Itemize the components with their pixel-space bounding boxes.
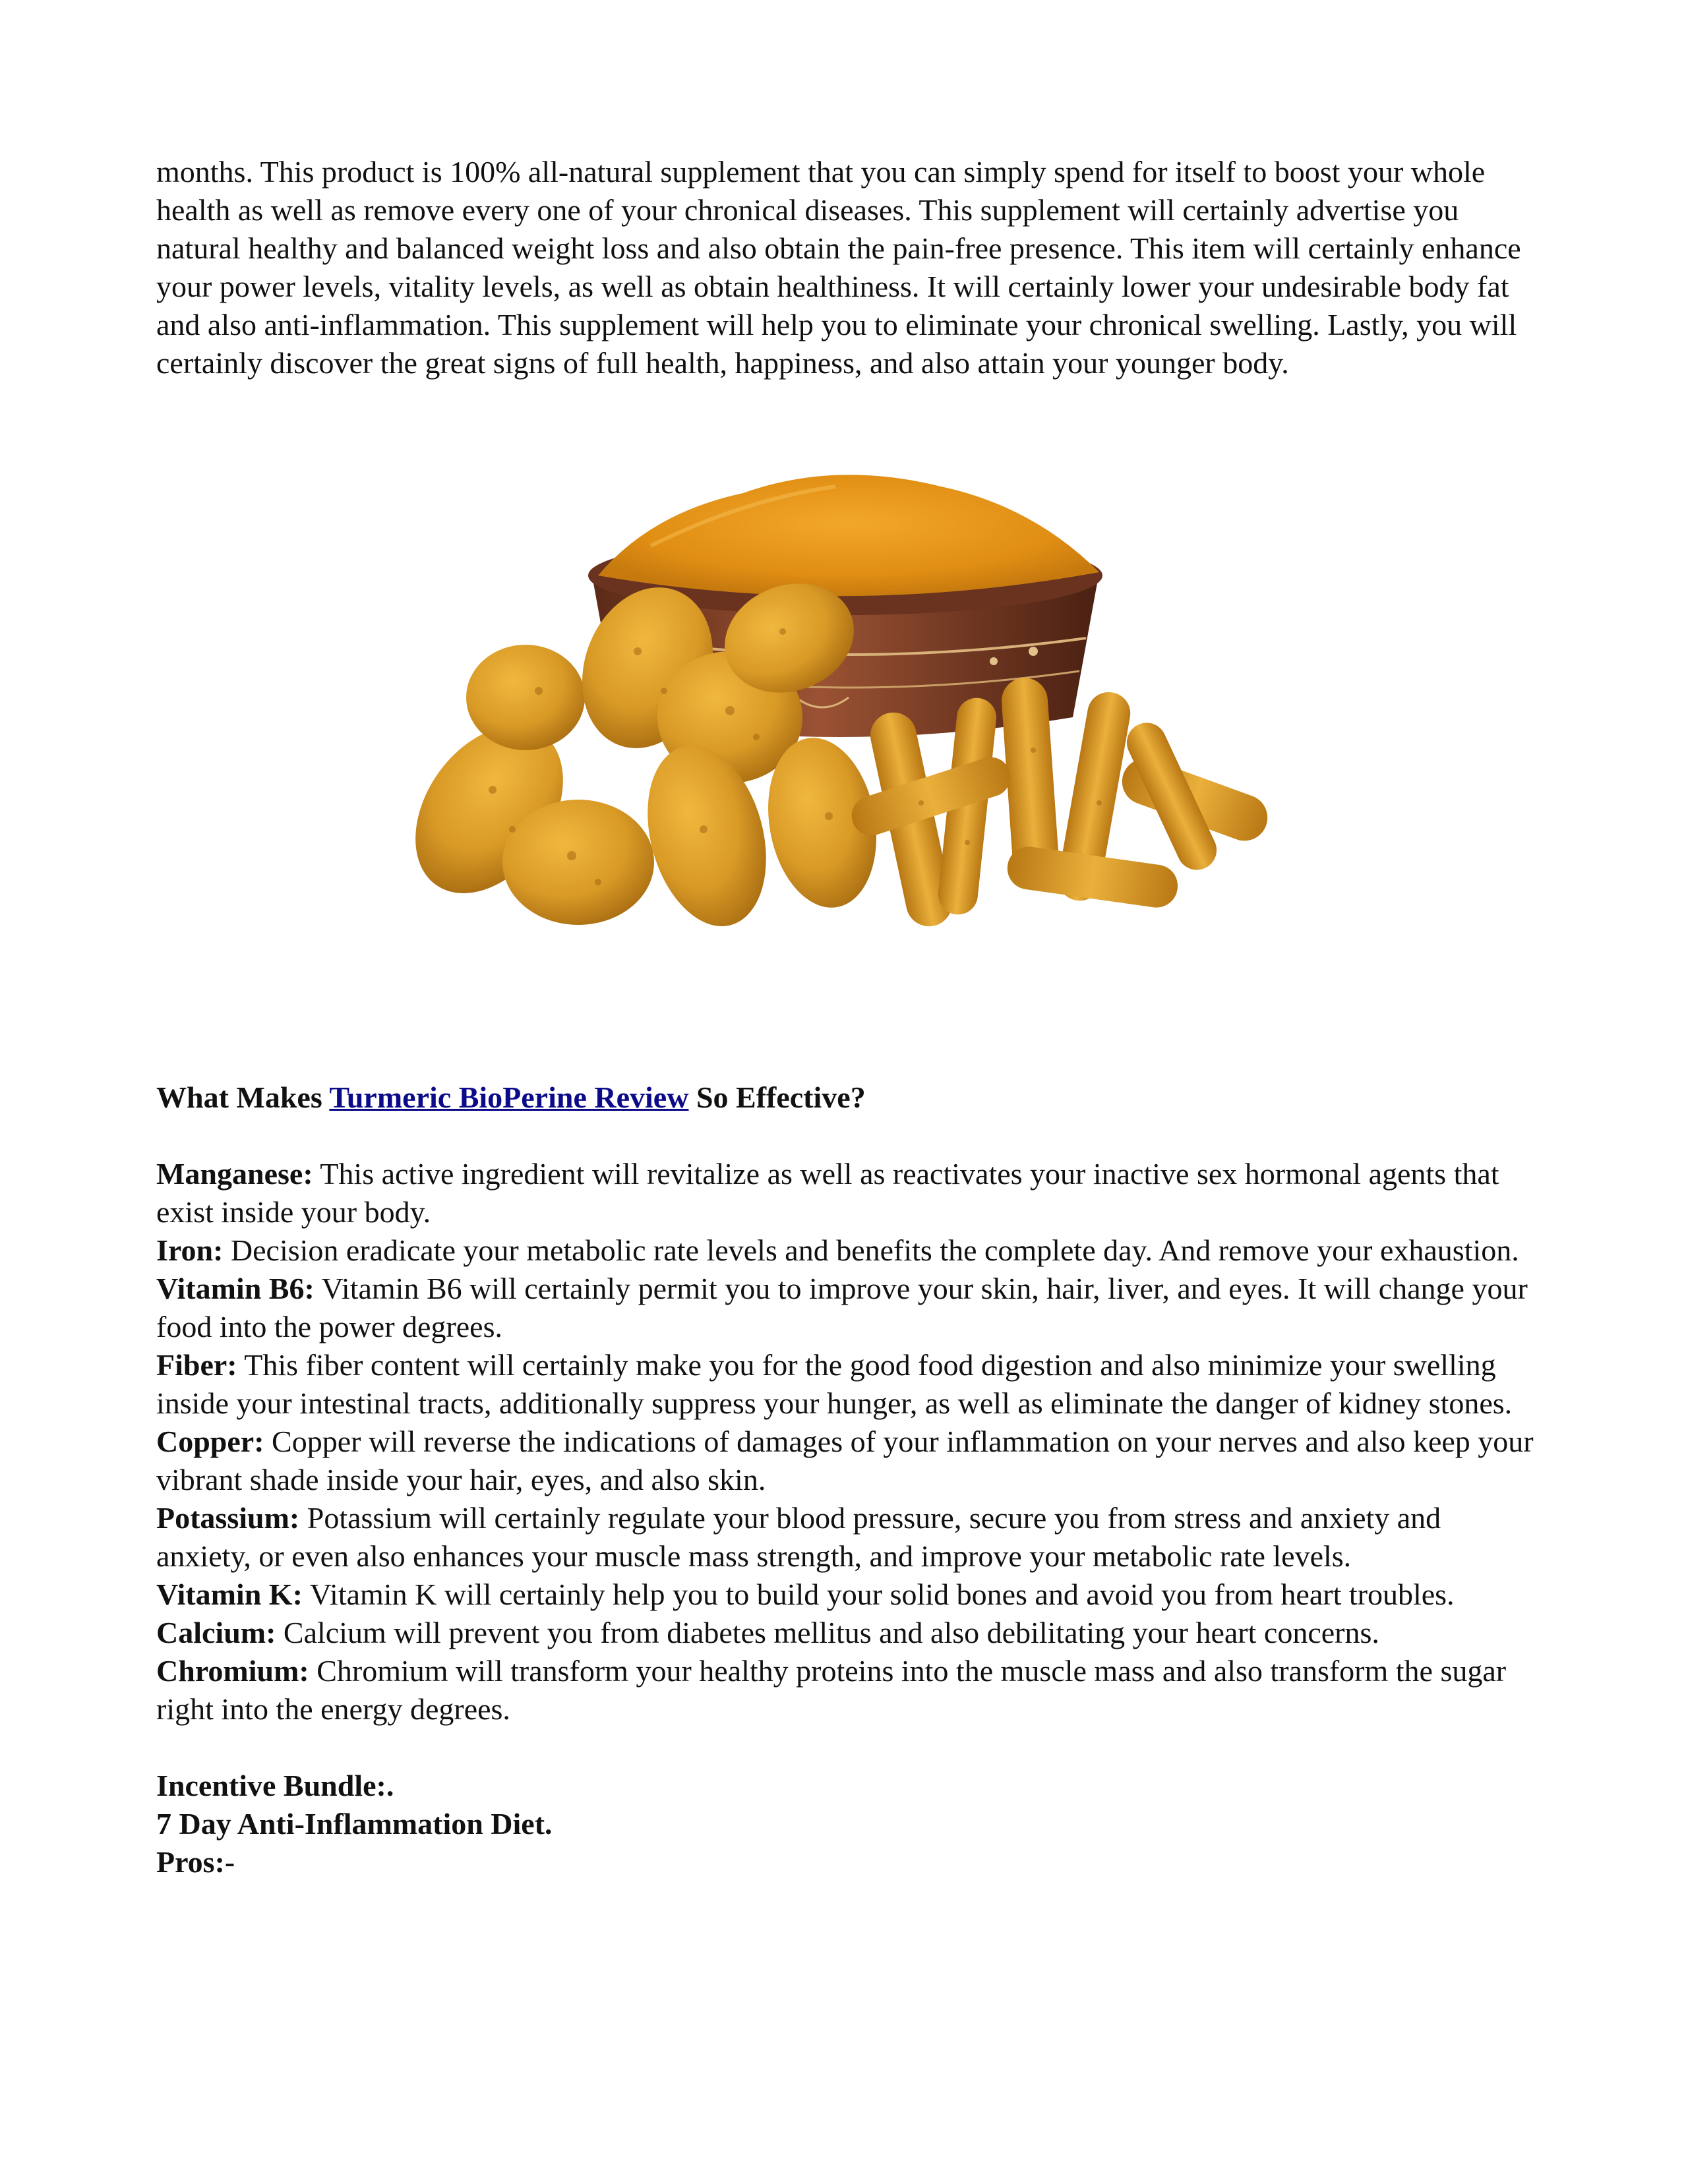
ingredients-list: [156, 1155, 1541, 1728]
list-item: [156, 1652, 1541, 1728]
list-item: [156, 1614, 1541, 1652]
list-item: [156, 1576, 1541, 1614]
intro-paragraph: months. This product is 100% all-natural supplement that you can simply spend for itself to boost your whole health as well as remove every one of your chronical diseases. This supplement will certainly advertise you natural healthy and balanced weight loss and also obtain the pain-free presence. This item will certainly enhance your power levels, vitality levels, as well as obtain healthiness. It will certainly lower your undesirable body fat and also anti-inflammation. This supplement will help you to eliminate your chronical swelling. Lastly, you will certainly discover the great signs of full health, happiness, and also attain your younger body.: [156, 155, 1521, 380]
list-item: [156, 1270, 1541, 1346]
ingredient-text: Potassium will certainly regulate your blood pressure, secure you from stress and anxiety and anxiety, or even also enhances your muscle mass strength, and improve your metabolic rate levels.: [156, 1501, 1441, 1573]
ingredient-text: This active ingredient will revitalize as well as reactivates your inactive sex hormonal agents that exist inside your body.: [156, 1157, 1499, 1229]
ingredient-name: Calcium:: [156, 1616, 276, 1649]
ingredient-name: Fiber:: [156, 1348, 237, 1382]
bonus-item: 7 Day Anti-Inflammation Diet.: [156, 1807, 553, 1841]
ingredient-name: Vitamin K:: [156, 1578, 303, 1611]
list-item: [156, 1155, 1541, 1231]
ingredient-name: Copper:: [156, 1425, 264, 1458]
heading-prefix: What Makes: [156, 1080, 330, 1114]
list-item: [156, 1231, 1541, 1270]
ingredient-name: Chromium:: [156, 1654, 309, 1688]
ingredient-name: Iron:: [156, 1233, 224, 1267]
bonus-title: Incentive Bundle:.: [156, 1769, 394, 1802]
document-page: [156, 153, 1541, 1881]
list-item: [156, 1423, 1541, 1499]
heading-suffix: So Effective?: [688, 1080, 866, 1114]
list-item: [156, 1499, 1541, 1576]
section-heading: [156, 1078, 1541, 1117]
ingredient-text: Chromium will transform your healthy proteins into the muscle mass and also transform the sugar right into the energy degrees.: [156, 1654, 1507, 1726]
ingredient-name: Manganese:: [156, 1157, 313, 1191]
bonus-section: [156, 1767, 1541, 1881]
ingredient-name: Vitamin B6:: [156, 1272, 315, 1305]
ingredient-text: Decision eradicate your metabolic rate levels and benefits the complete day. And remove your exhaustion.: [223, 1233, 1519, 1267]
ingredient-name: Potassium:: [156, 1501, 300, 1535]
ingredient-text: Vitamin K will certainly help you to build your solid bones and avoid you from heart troubles.: [302, 1578, 1455, 1611]
pros-label: Pros:-: [156, 1845, 235, 1879]
ingredient-text: Vitamin B6 will certainly permit you to improve your skin, hair, liver, and eyes. It will change your food into the power degrees.: [156, 1272, 1528, 1343]
ingredient-text: Calcium will prevent you from diabetes mellitus and also debilitating your heart concerns.: [276, 1616, 1379, 1649]
list-item: [156, 1346, 1541, 1423]
ingredient-text: This fiber content will certainly make you for the good food digestion and also minimize your swelling inside your intestinal tracts, additionally suppress your hunger, as well as eliminate the danger of kidney stones.: [156, 1348, 1513, 1420]
review-link[interactable]: Turmeric BioPerine Review: [329, 1080, 689, 1114]
turmeric-image: [374, 434, 1310, 1001]
ingredient-text: Copper will reverse the indications of damages of your inflammation on your nerves and also keep your vibrant shade inside your hair, eyes, and also skin.: [156, 1425, 1534, 1496]
